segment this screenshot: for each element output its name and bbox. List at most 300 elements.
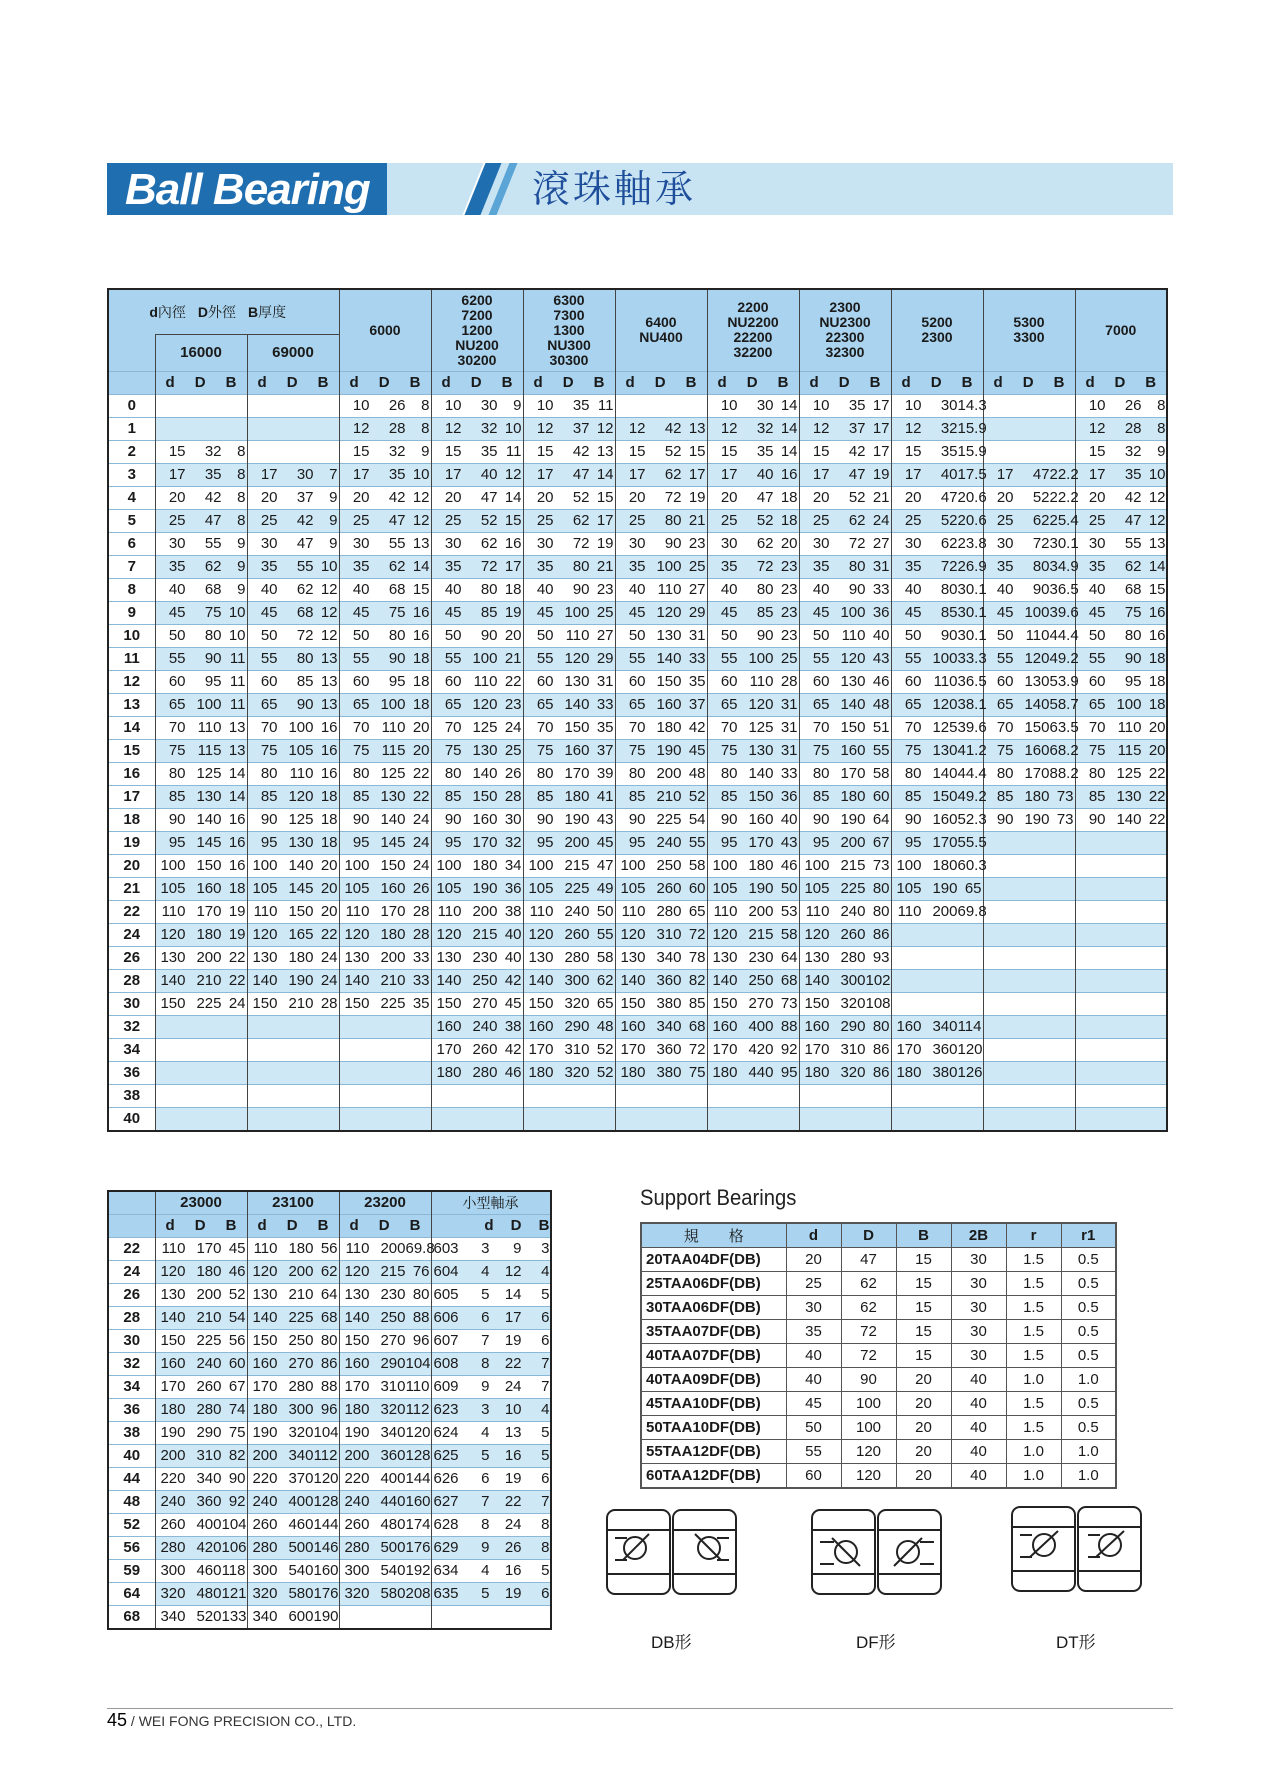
bore-d-value: 70 — [812, 718, 830, 736]
outer-D-value: 150 — [748, 787, 774, 805]
size-cell — [983, 1061, 1075, 1084]
size-cell — [247, 1061, 339, 1084]
width-B-value: 20 — [1148, 718, 1166, 736]
bore-d-value: 30 — [352, 534, 370, 552]
outer-D-value: 30 — [480, 396, 498, 414]
page-title: Ball Bearing — [125, 165, 370, 214]
outer-D-value: 35 — [756, 442, 774, 460]
size-values — [432, 1238, 550, 1260]
width-B-value: 31 — [688, 626, 706, 644]
bore-d-value: 30 — [628, 534, 646, 552]
outer-D-value: 130 — [840, 672, 866, 690]
support-value: 15 — [896, 1248, 951, 1272]
bore-d-value: 130 — [344, 948, 370, 966]
width-B-value: 13 — [688, 419, 706, 437]
outer-D-value: 150 — [196, 856, 222, 874]
size-values — [156, 1039, 247, 1061]
size-values — [708, 418, 799, 440]
width-B-value: 30.1 — [957, 626, 987, 644]
size-cell — [431, 1422, 551, 1445]
bore-d-value: 180 — [896, 1063, 922, 1081]
size-value: 150 — [160, 1332, 186, 1349]
size-values — [800, 671, 891, 693]
width-B-value: 49.2 — [957, 787, 987, 805]
outer-D-value: 215 — [564, 856, 590, 874]
outer-D-value: 160 — [748, 810, 774, 828]
size-cell — [707, 417, 799, 440]
size-cell — [983, 417, 1075, 440]
size-value: 3 — [481, 1401, 490, 1418]
size-value: 128 — [405, 1447, 431, 1464]
size-cell — [891, 716, 987, 739]
size-values — [892, 1062, 983, 1084]
bore-d-value: 90 — [536, 810, 554, 828]
size-values — [1076, 579, 1167, 601]
subheader-D: D — [1114, 373, 1126, 391]
bore-number: 26 — [108, 1284, 155, 1307]
outer-D-value: 125 — [1116, 764, 1142, 782]
size-cell — [891, 624, 987, 647]
size-value: 5 — [541, 1562, 550, 1579]
width-B-value: 40 — [504, 925, 522, 943]
outer-D-value: 190 — [472, 879, 498, 897]
size-values — [156, 740, 247, 762]
subheader-labels — [1076, 372, 1167, 394]
size-value: 280 — [252, 1539, 278, 1556]
outer-D-value: 80 — [388, 626, 406, 644]
outer-D-value: 170 — [840, 764, 866, 782]
size-values — [984, 1016, 1075, 1038]
size-cell — [339, 486, 431, 509]
width-B-value: 46 — [504, 1063, 522, 1081]
size-value: 190 — [160, 1424, 186, 1441]
bore-d-value: 45 — [904, 603, 922, 621]
bore-d-value: 50 — [168, 626, 186, 644]
width-B-value: 52 — [688, 787, 706, 805]
support-value: 1.5 — [1006, 1248, 1061, 1272]
outer-D-value: 240 — [472, 1017, 498, 1035]
size-values — [248, 1491, 339, 1513]
bore-d-value: 55 — [628, 649, 646, 667]
width-B-value: 20 — [412, 741, 430, 759]
size-cell — [615, 532, 707, 555]
width-B-value: 30.1 — [957, 603, 987, 621]
size-cell — [983, 624, 1079, 647]
support-value: 20 — [896, 1368, 951, 1392]
width-B-value: 22 — [1148, 764, 1166, 782]
size-values — [800, 1039, 891, 1061]
outer-D-value: 110 — [1025, 626, 1050, 644]
size-values — [524, 832, 615, 854]
width-B-value: 36.5 — [1049, 580, 1079, 598]
bore-d-value: 90 — [996, 810, 1014, 828]
width-B-value: 58.7 — [1049, 695, 1079, 713]
size-value: 14 — [504, 1286, 522, 1303]
outer-D-value: 47 — [572, 465, 590, 483]
bore-d-value: 30 — [1088, 534, 1106, 552]
table-row — [108, 1284, 551, 1307]
bore-d-value: 20 — [996, 488, 1014, 506]
size-cell — [523, 1084, 615, 1107]
size-cell — [431, 486, 523, 509]
outer-D-value: 160 — [1024, 741, 1050, 759]
bore-d-value: 80 — [720, 764, 738, 782]
size-value: 176 — [313, 1585, 339, 1602]
size-values — [892, 1108, 983, 1130]
size-cell — [155, 601, 247, 624]
width-B-value: 51 — [872, 718, 890, 736]
outer-D-value: 110 — [841, 626, 866, 644]
outer-D-value: 72 — [572, 534, 590, 552]
width-B-value: 34.9 — [1049, 557, 1079, 575]
size-value: 460 — [288, 1516, 314, 1533]
width-B-value: 88 — [780, 1017, 798, 1035]
size-value: 290 — [196, 1424, 222, 1441]
size-values — [340, 441, 431, 463]
size-values — [248, 441, 339, 463]
outer-D-value: 80 — [204, 626, 222, 644]
dimension-legend — [108, 289, 339, 335]
size-cell — [431, 877, 523, 900]
outer-D-value: 47 — [1124, 511, 1142, 529]
bore-d-value: 95 — [260, 833, 278, 851]
size-values — [156, 901, 247, 923]
group-header: 小型軸承 — [431, 1191, 551, 1215]
outer-D-value: 72 — [1032, 534, 1050, 552]
width-B-value: 55 — [872, 741, 890, 759]
outer-D-value: 280 — [564, 948, 590, 966]
dt-label: DT形 — [1056, 1633, 1096, 1652]
size-cell — [431, 1491, 551, 1514]
size-values — [892, 418, 987, 440]
table-row — [108, 1468, 551, 1491]
support-header-cell: 規 格 — [641, 1223, 786, 1248]
outer-D-value: 400 — [748, 1017, 774, 1035]
subheader-D: D — [930, 373, 942, 391]
size-cell — [339, 578, 431, 601]
size-values — [1076, 556, 1167, 578]
size-values — [340, 625, 431, 647]
table-row — [108, 693, 1167, 716]
size-cell — [339, 1514, 431, 1537]
support-value: 30 — [951, 1344, 1006, 1368]
size-values — [984, 809, 1075, 831]
group-label-line: 22200 — [733, 329, 773, 346]
size-cell — [707, 785, 799, 808]
size-cell — [155, 624, 247, 647]
bore-d-value: 140 — [712, 971, 738, 989]
bore-d-value: 25 — [536, 511, 554, 529]
size-value: 623 — [433, 1401, 459, 1418]
width-B-value: 41 — [596, 787, 614, 805]
outer-D-value: 26 — [388, 396, 406, 414]
outer-D-value: 125 — [472, 718, 498, 736]
size-cell — [247, 1307, 339, 1330]
width-B-value: 33 — [412, 948, 430, 966]
size-cell — [155, 1560, 247, 1583]
bore-d-value: 100 — [804, 856, 830, 874]
size-cell — [155, 1376, 247, 1399]
size-value: 120 — [252, 1263, 278, 1280]
size-values — [524, 878, 615, 900]
support-value: 15 — [896, 1320, 951, 1344]
size-values — [708, 487, 799, 509]
bore-d-value: 40 — [352, 580, 370, 598]
size-value: 96 — [320, 1401, 338, 1418]
outer-D-value: 215 — [748, 925, 774, 943]
width-B-value: 11 — [597, 396, 614, 414]
bore-d-value: 15 — [812, 442, 830, 460]
size-values — [892, 556, 987, 578]
bore-d-value: 80 — [628, 764, 646, 782]
width-B-value: 86 — [872, 925, 890, 943]
size-value: 60 — [228, 1355, 246, 1372]
outer-D-value: 100 — [748, 649, 774, 667]
size-value: 120 — [160, 1263, 186, 1280]
width-B-value: 49.2 — [1049, 649, 1079, 667]
size-values — [248, 947, 339, 969]
bore-number: 36 — [108, 1061, 155, 1084]
bore-number: 52 — [108, 1514, 155, 1537]
size-cell — [247, 1238, 339, 1261]
size-cell — [247, 601, 339, 624]
size-values — [708, 602, 799, 624]
bore-d-value: 130 — [252, 948, 278, 966]
group-header-10 — [1075, 289, 1167, 371]
size-value: 220 — [252, 1470, 278, 1487]
size-values — [248, 1445, 339, 1467]
table-row — [108, 877, 1167, 900]
size-cell — [431, 624, 523, 647]
size-value: 120 — [344, 1263, 370, 1280]
bore-d-value: 50 — [1088, 626, 1106, 644]
bore-d-value: 50 — [444, 626, 462, 644]
outer-D-value: 110 — [1117, 718, 1142, 736]
bore-d-value: 45 — [260, 603, 278, 621]
outer-D-value: 125 — [932, 718, 958, 736]
size-values — [156, 855, 247, 877]
bore-d-value: 60 — [996, 672, 1014, 690]
size-cell — [1075, 1038, 1167, 1061]
size-cell — [1075, 992, 1167, 1015]
bore-d-value: 60 — [904, 672, 922, 690]
size-cell — [1075, 808, 1167, 831]
size-cell — [983, 969, 1075, 992]
width-B-value: 9 — [329, 534, 338, 552]
size-values — [800, 556, 891, 578]
size-cell — [615, 624, 707, 647]
size-values — [984, 418, 1075, 440]
size-cell — [891, 992, 983, 1015]
size-cell — [431, 1238, 551, 1261]
width-B-value: 22 — [412, 764, 430, 782]
bore-number: 5 — [108, 509, 155, 532]
width-B-value: 13 — [320, 649, 338, 667]
size-values — [248, 1353, 339, 1375]
outer-D-value: 72 — [848, 534, 866, 552]
group-label-line: 2300 — [829, 299, 861, 316]
size-values — [156, 395, 247, 417]
bore-number: 7 — [108, 555, 155, 578]
bore-d-value: 55 — [536, 649, 554, 667]
size-values — [984, 441, 1075, 463]
width-B-value: 9 — [329, 511, 338, 529]
size-values — [616, 717, 707, 739]
size-cell — [983, 877, 1075, 900]
size-cell — [523, 1061, 615, 1084]
subheader-B: B — [1053, 373, 1065, 391]
size-values — [892, 993, 983, 1015]
support-row — [641, 1248, 1116, 1272]
subheader-labels — [432, 372, 523, 394]
size-value: 607 — [433, 1332, 459, 1349]
bore-d-value: 110 — [253, 902, 278, 920]
size-value: 580 — [288, 1585, 314, 1602]
size-cell — [431, 463, 523, 486]
table-row — [108, 1353, 551, 1376]
size-values — [892, 970, 983, 992]
size-value: 190 — [313, 1608, 339, 1625]
size-values — [248, 1560, 339, 1582]
width-B-value: 33 — [596, 695, 614, 713]
subheader-B: B — [593, 373, 605, 391]
outer-D-value: 140 — [380, 810, 406, 828]
size-value: 7 — [541, 1355, 550, 1372]
bore-d-value: 25 — [628, 511, 646, 529]
size-cell — [339, 900, 431, 923]
bore-number: 6 — [108, 532, 155, 555]
size-cell — [155, 1514, 247, 1537]
size-cell — [1075, 923, 1167, 946]
bore-number: 0 — [108, 394, 155, 417]
size-cell — [155, 1330, 247, 1353]
size-values — [524, 740, 615, 762]
outer-D-value: 37 — [848, 419, 866, 437]
outer-D-value: 110 — [289, 764, 314, 782]
width-B-value: 31 — [780, 741, 798, 759]
outer-D-value: 180 — [656, 718, 682, 736]
size-cell — [431, 1261, 551, 1284]
group-header-8 — [891, 289, 983, 371]
outer-D-value: 32 — [204, 442, 222, 460]
size-values — [340, 1491, 431, 1513]
size-values — [156, 1085, 247, 1107]
support-value: 30 — [951, 1320, 1006, 1344]
bore-d-value: 50 — [352, 626, 370, 644]
outer-D-value: 200 — [564, 833, 590, 851]
size-values — [892, 809, 987, 831]
outer-D-value: 90 — [388, 649, 406, 667]
size-value: 440 — [380, 1493, 406, 1510]
size-values — [156, 556, 247, 578]
size-values — [248, 1468, 339, 1490]
outer-D-value: 47 — [480, 488, 498, 506]
support-value: 55 — [786, 1440, 841, 1464]
size-values — [892, 947, 983, 969]
title-banner — [107, 163, 1173, 215]
outer-D-value: 62 — [664, 465, 682, 483]
size-values — [984, 556, 1079, 578]
width-B-value: 120 — [957, 1040, 983, 1058]
size-cell — [799, 923, 891, 946]
outer-D-value: 130 — [564, 672, 590, 690]
bore-d-value: 20 — [168, 488, 186, 506]
size-cell — [891, 509, 987, 532]
outer-D-value: 140 — [656, 649, 682, 667]
outer-D-value: 190 — [840, 810, 866, 828]
bore-number: 68 — [108, 1606, 155, 1630]
bore-number: 38 — [108, 1084, 155, 1107]
size-values — [524, 602, 615, 624]
subheader-labels — [340, 372, 431, 394]
bore-d-value: 45 — [812, 603, 830, 621]
width-B-value: 33 — [780, 764, 798, 782]
size-cell — [983, 1084, 1075, 1107]
size-values — [892, 878, 983, 900]
bore-d-value: 100 — [436, 856, 462, 874]
outer-D-value: 80 — [296, 649, 314, 667]
size-values — [156, 418, 247, 440]
size-value: 340 — [196, 1470, 222, 1487]
outer-D-value: 35 — [204, 465, 222, 483]
group-label-line: 7300 — [553, 306, 585, 323]
size-cell — [615, 509, 707, 532]
size-cell — [431, 1061, 523, 1084]
width-B-value: 28 — [504, 787, 522, 805]
width-B-value: 18 — [320, 787, 338, 805]
size-cell — [523, 946, 615, 969]
size-values — [156, 1376, 247, 1398]
bore-number: 12 — [108, 670, 155, 693]
size-value: 170 — [344, 1378, 370, 1395]
size-value: 250 — [380, 1309, 406, 1326]
size-values — [432, 1399, 550, 1421]
support-value: 1.0 — [1061, 1368, 1116, 1392]
table-row — [108, 624, 1167, 647]
bore-d-value: 40 — [812, 580, 830, 598]
size-values — [524, 809, 615, 831]
size-values — [248, 786, 339, 808]
size-values — [156, 1606, 247, 1628]
size-values — [432, 1062, 523, 1084]
size-values — [432, 1606, 550, 1628]
size-cell — [523, 463, 615, 486]
outer-D-value: 250 — [472, 971, 498, 989]
size-values — [432, 1039, 523, 1061]
size-cell — [799, 1061, 891, 1084]
size-cell — [1075, 440, 1167, 463]
size-values — [340, 1062, 431, 1084]
size-cell — [523, 1015, 615, 1038]
bore-d-value: 110 — [621, 902, 646, 920]
width-B-value: 11 — [505, 442, 522, 460]
size-cell — [247, 1107, 339, 1131]
outer-D-value: 160 — [196, 879, 222, 897]
outer-D-value: 80 — [572, 557, 590, 575]
size-values — [984, 1085, 1075, 1107]
size-values — [616, 1108, 707, 1130]
bore-number: 9 — [108, 601, 155, 624]
size-values — [340, 694, 431, 716]
bore-d-value: 45 — [168, 603, 186, 621]
size-cell — [339, 762, 431, 785]
outer-D-value: 300 — [840, 971, 866, 989]
outer-D-value: 62 — [1032, 511, 1050, 529]
size-cell — [155, 1261, 247, 1284]
width-B-value: 18 — [504, 580, 522, 598]
width-B-value: 15 — [412, 580, 430, 598]
size-cell — [339, 739, 431, 762]
